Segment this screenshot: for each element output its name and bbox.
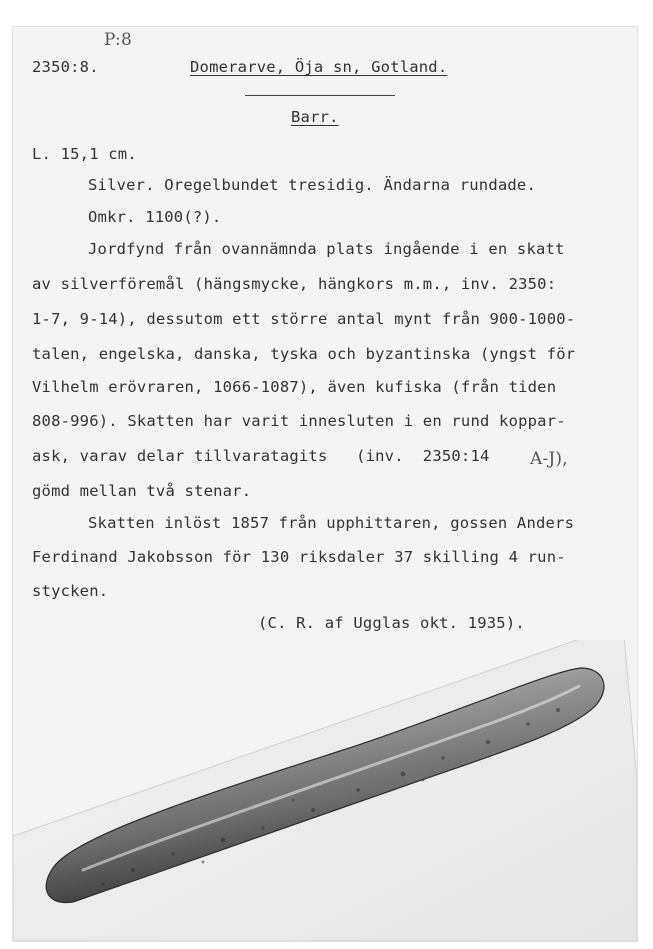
silver-bar-photo — [13, 640, 637, 941]
object-length: L. 15,1 cm. — [32, 145, 137, 163]
author-signature-line: (C. R. af Ugglas okt. 1935). — [258, 614, 525, 632]
handwritten-inventory-suffix: A-J), — [530, 449, 568, 469]
text-line: stycken. — [32, 582, 109, 600]
dating-line: Omkr. 1100(?). — [88, 208, 222, 226]
text-line: 808-996). Skatten har varit innesluten i en rund koppar- — [32, 412, 566, 430]
text-line: talen, engelska, danska, tyska och byzantinska (yngst för — [32, 345, 576, 363]
text-line: av silverföremål (hängsmycke, hängkors m.m., inv. 2350: — [32, 275, 557, 293]
handwritten-reference: P:8 — [104, 30, 132, 50]
text-line: Jordfynd från ovannämnda plats ingående i en skatt — [88, 240, 565, 258]
text-line: Ferdinand Jakobsson för 130 riksdaler 37 skilling 4 run- — [32, 548, 566, 566]
text-line: ask, varav delar tillvaratagits (inv. 2350:14 — [32, 447, 490, 465]
text-line: Skatten inlöst 1857 från upphittaren, gossen Anders — [88, 514, 575, 532]
text-line: 1-7, 9-14), dessutom ett större antal mynt från 900-1000- — [32, 310, 576, 328]
object-name: Barr. — [291, 108, 339, 126]
text-line: gömd mellan två stenar. — [32, 482, 252, 500]
find-place: Domerarve, Öja sn, Gotland. — [190, 58, 448, 76]
title-divider — [245, 95, 395, 96]
description-line: Silver. Oregelbundet tresidig. Ändarna rundade. — [88, 176, 536, 194]
catalog-number: 2350:8. — [32, 58, 99, 76]
text-line: Vilhelm erövraren, 1066-1087), även kufiska (från tiden — [32, 378, 557, 396]
